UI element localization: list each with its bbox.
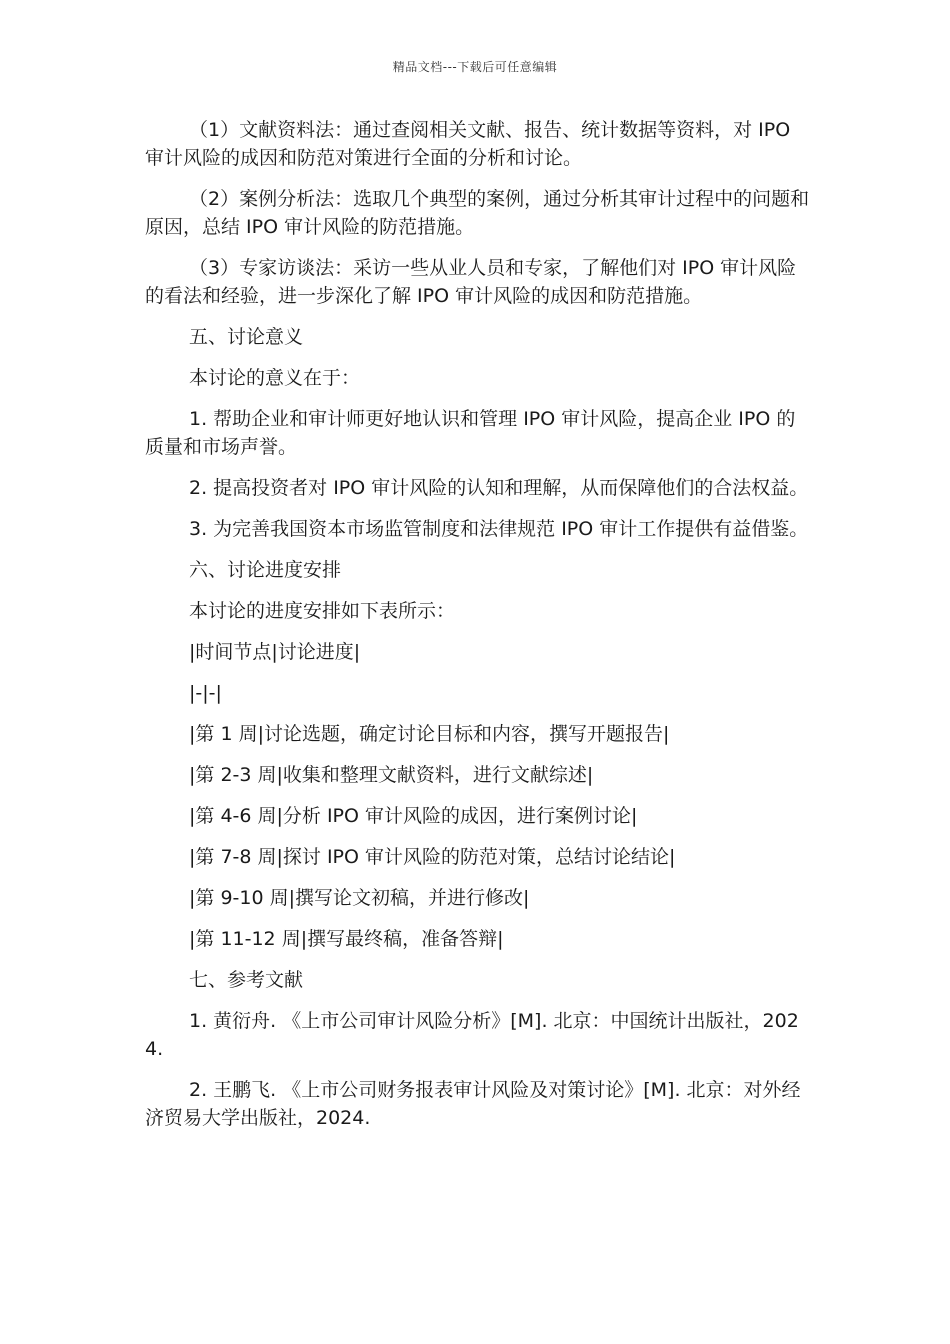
paragraph-method-case: （2）案例分析法：选取几个典型的案例，通过分析其审计过程中的问题和原因，总结 IPO 审计风险的防范措施。 [145,188,810,238]
list-item-significance-2: 2. 提高投资者对 IPO 审计风险的认知和理解，从而保障他们的合法权益。 [189,477,809,499]
list-item-significance-1: 1. 帮助企业和审计师更好地认识和管理 IPO 审计风险，提高企业 IPO 的质量和市场声誉。 [145,408,796,458]
paragraph-schedule-intro: 本讨论的进度安排如下表所示： [189,600,456,622]
table-row: |第 7-8 周|探讨 IPO 审计风险的防范对策，总结讨论结论| [189,846,676,868]
section-heading-schedule: 六、讨论进度安排 [189,559,342,581]
table-row: |第 4-6 周|分析 IPO 审计风险的成因，进行案例讨论| [189,805,638,827]
paragraph-method-literature: （1）文献资料法：通过查阅相关文献、报告、统计数据等资料，对 IPO 审计风险的成因和防范对策进行全面的分析和讨论。 [145,119,791,169]
reference-item-2: 2. 王鹏飞. 《上市公司财务报表审计风险及对策讨论》[M]. 北京：对外经济贸易大学出版社，2024. [145,1079,801,1129]
paragraph-significance-intro: 本讨论的意义在于： [189,367,361,389]
reference-item-1: 1. 黄衍舟. 《上市公司审计风险分析》[M]. 北京：中国统计出版社，2024. [145,1010,799,1060]
document-body [145,116,810,1145]
table-row: |第 11-12 周|撰写最终稿，准备答辩| [189,928,504,950]
table-row-header: |时间节点|讨论进度| [189,641,361,663]
section-heading-significance: 五、讨论意义 [189,326,304,348]
list-item-significance-3: 3. 为完善我国资本市场监管制度和法律规范 IPO 审计工作提供有益借鉴。 [189,518,809,540]
section-heading-references: 七、参考文献 [189,969,304,991]
page-header: 精品文档---下载后可任意编辑 [392,60,558,74]
table-row: |第 2-3 周|收集和整理文献资料，进行文献综述| [189,764,594,786]
paragraph-method-interview: （3）专家访谈法：采访一些从业人员和专家，了解他们对 IPO 审计风险的看法和经验，进一步深化了解 IPO 审计风险的成因和防范措施。 [145,257,797,307]
table-row-separator: |-|-| [189,682,222,704]
table-row: |第 1 周|讨论选题，确定讨论目标和内容，撰写开题报告| [189,723,670,745]
table-row: |第 9-10 周|撰写论文初稿，并进行修改| [189,887,530,909]
